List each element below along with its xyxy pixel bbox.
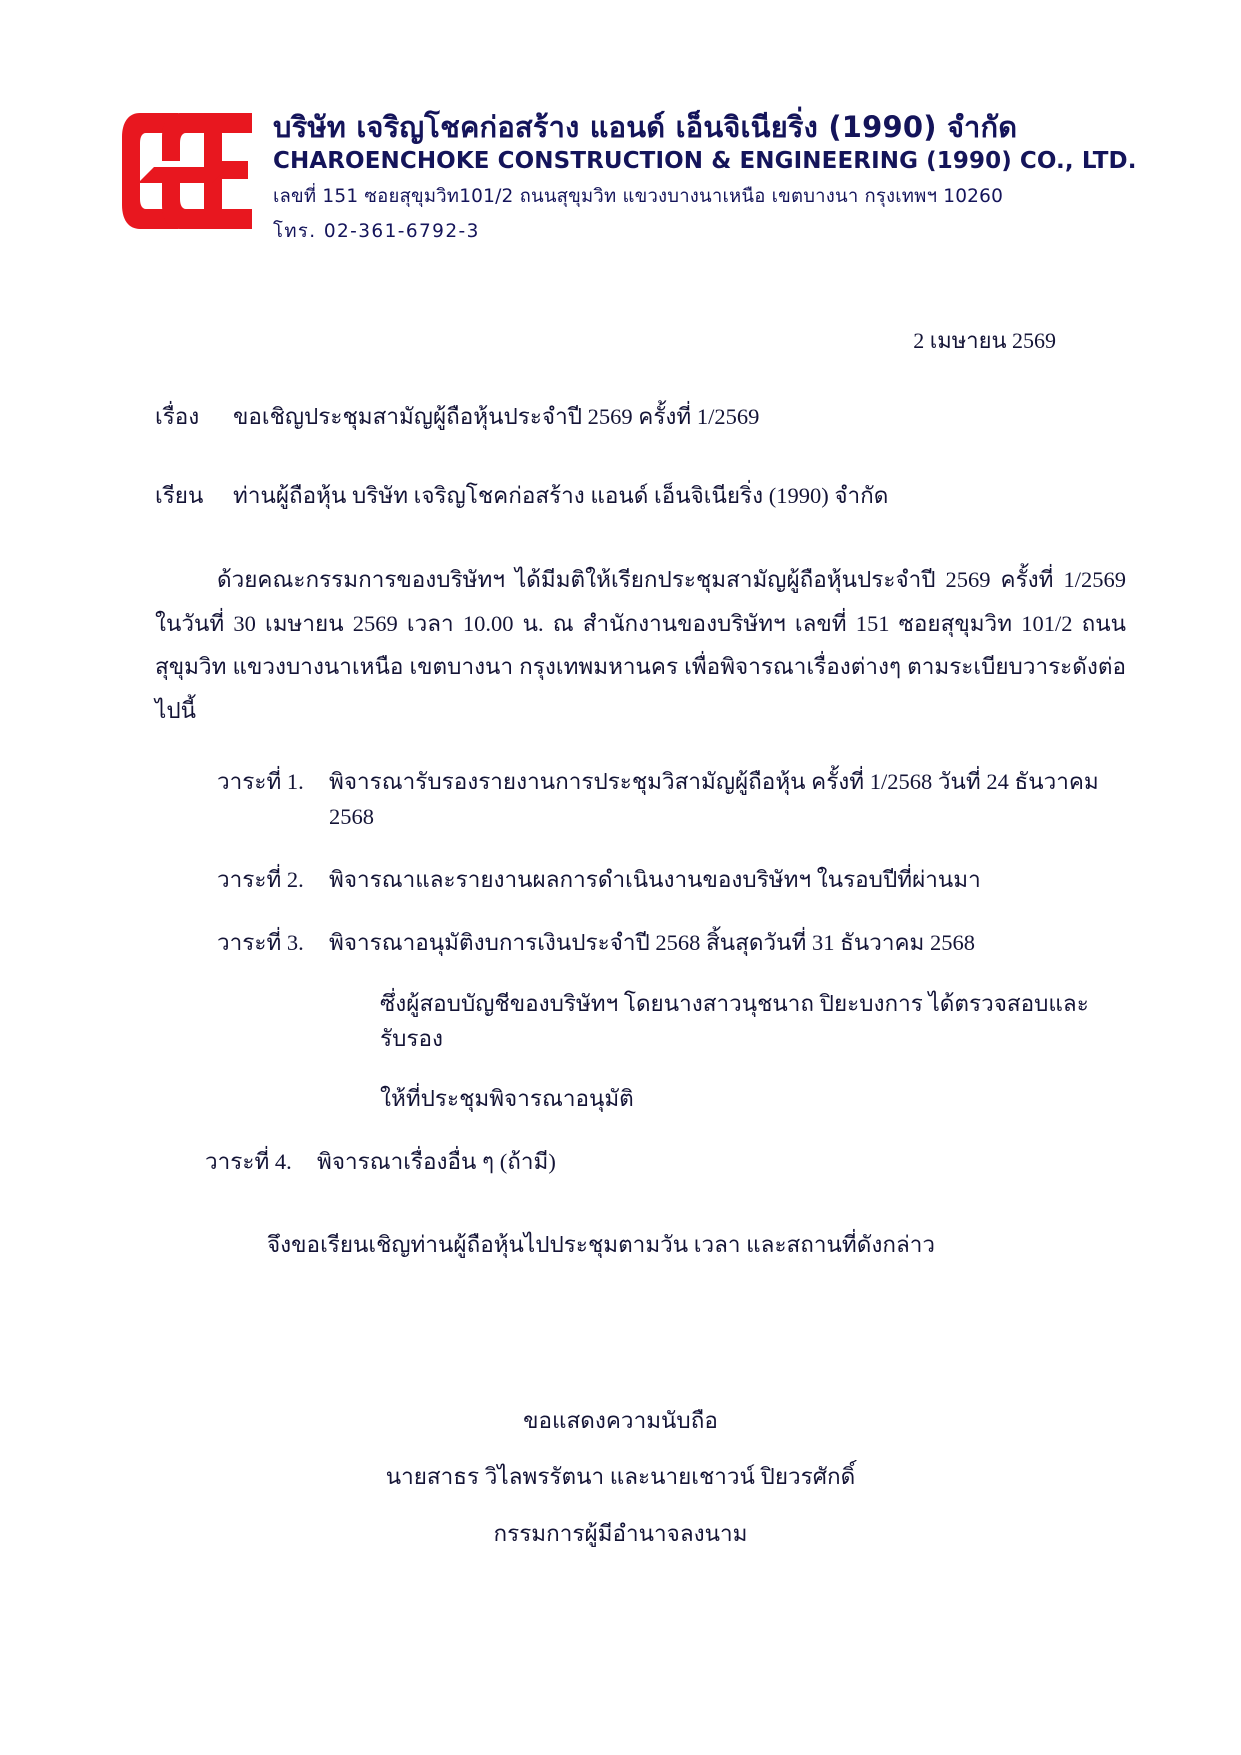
agenda-text: พิจารณาและรายงานผลการดำเนินงานของบริษัทฯ ในรอบปีที่ผ่านมา — [329, 866, 981, 892]
document-date: 2 เมษายน 2569 — [913, 327, 1056, 353]
company-telephone: โทร. 02-361-6792-3 — [273, 221, 480, 243]
agenda-text: พิจารณาอนุมัติงบการเงินประจำปี 2568 สิ้นสุดวันที่ 31 ธันวาคม 2568 — [329, 929, 975, 955]
agenda-item-1 — [155, 765, 1126, 835]
agenda-item-3-sub-line-1: ซึ่งผู้สอบบัญชีของบริษัทฯ โดยนางสาวนุชนาถ ปิยะบงการ ได้ตรวจสอบและรับรอง — [380, 990, 1089, 1051]
company-name-th: บริษัท เจริญโชคก่อสร้าง แอนด์ เอ็นจิเนียริ่ง (1990) จำกัด — [273, 110, 1018, 144]
agenda-text: พิจารณาเรื่องอื่น ๆ (ถ้ามี) — [317, 1149, 556, 1175]
agenda-number: วาระที่ 1. — [217, 769, 304, 795]
letterhead — [0, 0, 1241, 246]
agenda-number: วาระที่ 3. — [217, 929, 304, 955]
agenda-text: พิจารณารับรองรายงานการประชุมวิสามัญผู้ถือหุ้น ครั้งที่ 1/2568 วันที่ 24 ธันวาคม 2568 — [329, 769, 1099, 830]
agenda-item-3-sub-line-2: ให้ที่ประชุมพิจารณาอนุมัติ — [380, 1086, 634, 1112]
signature-regards: ขอแสดงความนับถือ — [523, 1408, 718, 1434]
company-info — [273, 105, 1137, 246]
signature-title: กรรมการผู้มีอำนาจลงนาม — [493, 1520, 748, 1546]
recipient-value: ท่านผู้ถือหุ้น บริษัท เจริญโชคก่อสร้าง แอนด์ เอ็นจิเนียริ่ง (1990) จำกัด — [233, 482, 889, 508]
document-body — [0, 324, 1241, 1562]
agenda-item-2 — [155, 863, 1126, 898]
agenda-number: วาระที่ 4. — [205, 1149, 292, 1175]
signature-names: นายสาธร วิไลพรรัตนา และนายเชาวน์ ปิยวรศักดิ์ — [385, 1464, 856, 1490]
subject-row — [155, 400, 1126, 435]
agenda-item-3 — [155, 926, 1126, 961]
recipient-row — [155, 479, 1126, 514]
company-address: เลขที่ 151 ซอยสุขุมวิท101/2 ถนนสุขุมวิท แขวงบางนาเหนือ เขตบางนา กรุงเทพฯ 10260 — [273, 186, 1004, 208]
company-name-en: CHAROENCHOKE CONSTRUCTION & ENGINEERING (1990) CO., LTD. — [273, 148, 1137, 175]
subject-label: เรื่อง — [155, 403, 200, 429]
recipient-label: เรียน — [155, 482, 204, 508]
cce-logo — [120, 109, 255, 234]
subject-value: ขอเชิญประชุมสามัญผู้ถือหุ้นประจำปี 2569 ครั้งที่ 1/2569 — [233, 403, 760, 429]
agenda-item-4 — [155, 1145, 1126, 1180]
agenda-number: วาระที่ 2. — [217, 866, 304, 892]
closing-paragraph: จึงขอเรียนเชิญท่านผู้ถือหุ้นไปประชุมตามวัน เวลา และสถานที่ดังกล่าว — [267, 1232, 936, 1258]
intro-paragraph: ด้วยคณะกรรมการของบริษัทฯ ได้มีมติให้เรียกประชุมสามัญผู้ถือหุ้นประจำปี 2569 ครั้งที่ 1/2569 ในวันที่ 30 เมษายน 2569 เวลา 10.00 น. ณ สำนักงานของบริษัทฯ เลขที่ 151 ซอยสุขุมวิท 101/2 ถนนสุขุมวิท แขวงบางนาเหนือ เขตบางนา กรุงเทพมหานคร เพื่อพิจารณาเรื่องต่างๆ ตามระเบียบวาระดังต่อไปนี้ — [155, 566, 1126, 724]
agenda-list — [155, 765, 1126, 1180]
signature-block — [155, 1393, 1126, 1562]
